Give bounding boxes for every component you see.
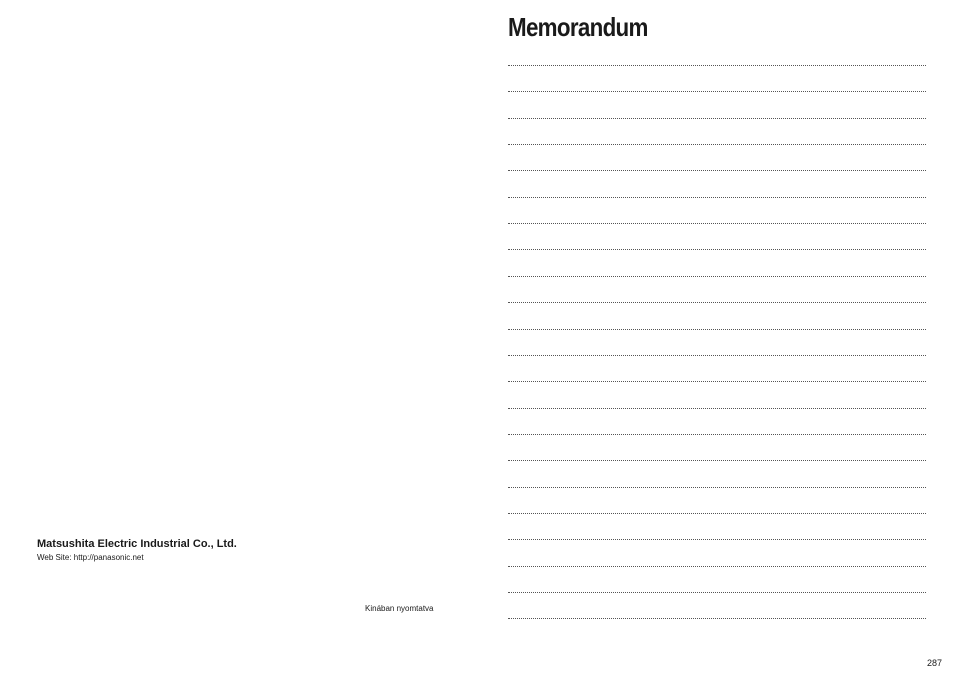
memo-line (508, 513, 926, 514)
memo-line (508, 276, 926, 277)
memo-line (508, 487, 926, 488)
memo-line (508, 197, 926, 198)
company-name: Matsushita Electric Industrial Co., Ltd. (37, 538, 237, 550)
page-number: 287 (926, 658, 942, 668)
printed-in-note: Kinában nyomtatva (365, 604, 434, 613)
memo-line (508, 223, 926, 224)
memo-line (508, 65, 926, 66)
memo-line (508, 118, 926, 119)
memo-line (508, 381, 926, 382)
memo-line (508, 592, 926, 593)
memo-line (508, 91, 926, 92)
memo-line (508, 329, 926, 330)
memo-line (508, 408, 926, 409)
memo-line (508, 355, 926, 356)
page-title: Memorandum (508, 12, 648, 42)
memo-line (508, 539, 926, 540)
memo-line (508, 249, 926, 250)
memo-line (508, 170, 926, 171)
memo-line (508, 434, 926, 435)
memo-line (508, 618, 926, 619)
memo-line (508, 566, 926, 567)
web-site-text: Web Site: http://panasonic.net (37, 553, 144, 562)
memo-line (508, 460, 926, 461)
memo-line (508, 302, 926, 303)
memo-line (508, 144, 926, 145)
memo-ruled-lines (508, 0, 926, 640)
